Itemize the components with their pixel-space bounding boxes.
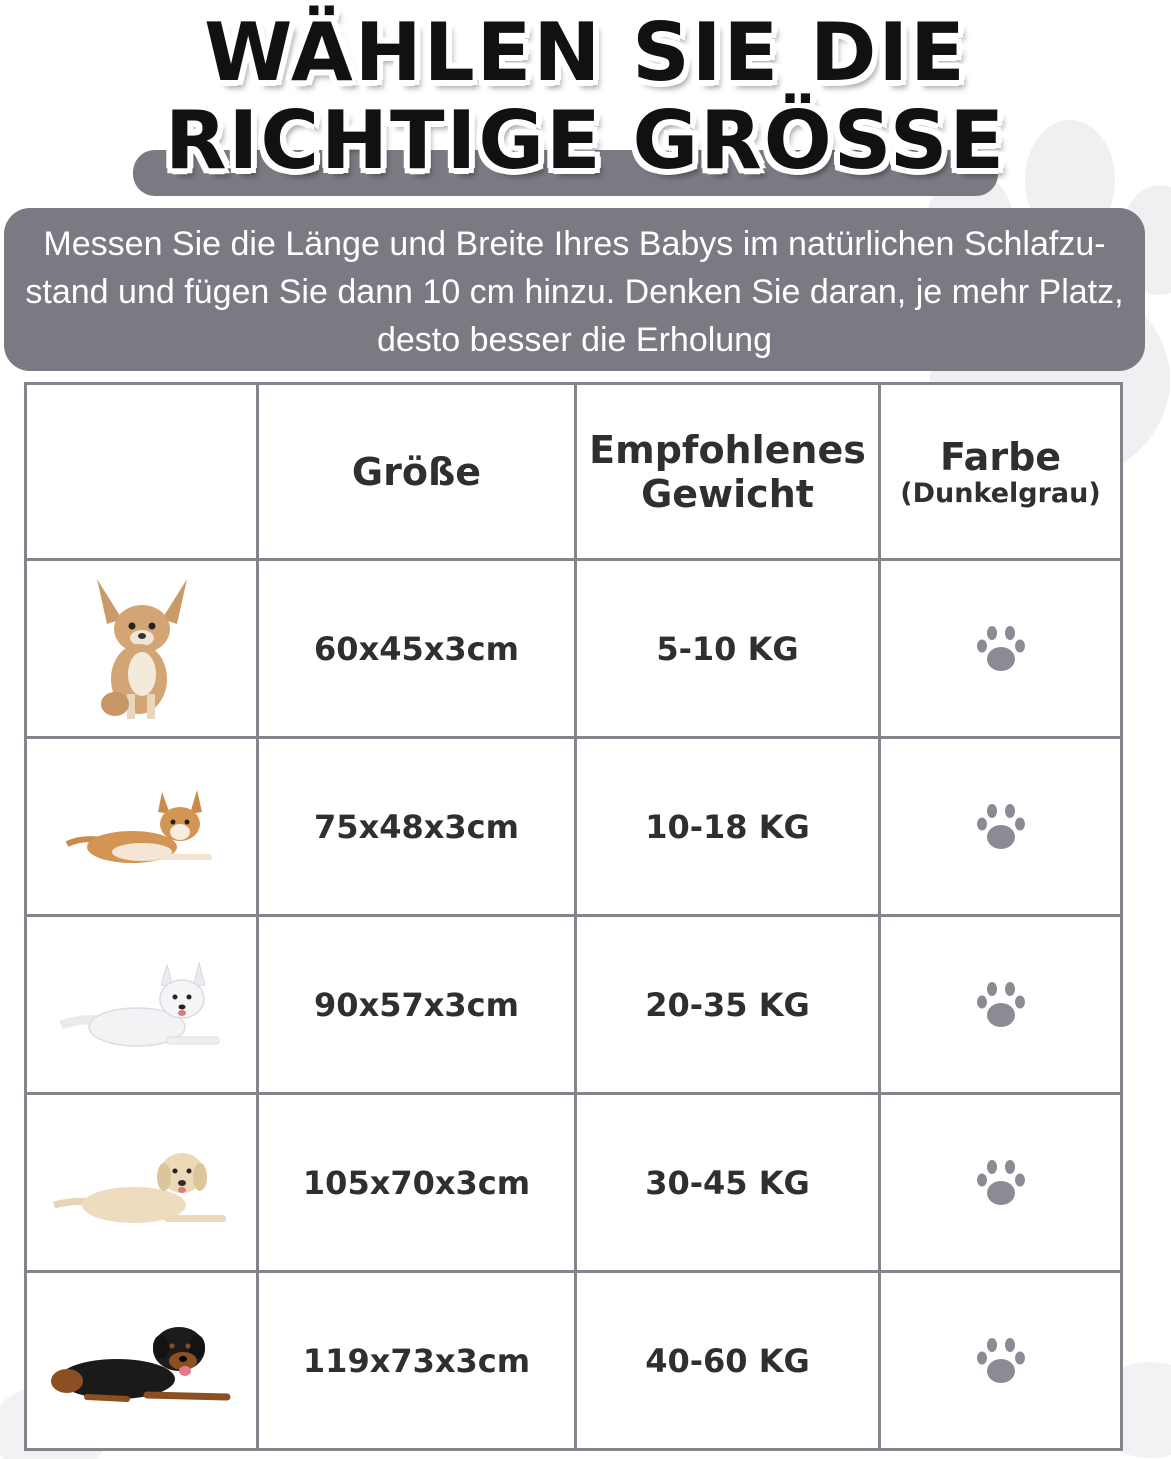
dog-image-cell bbox=[26, 916, 258, 1094]
paw-icon bbox=[976, 625, 1026, 673]
dog-image-cell bbox=[26, 560, 258, 738]
table-row bbox=[26, 560, 1122, 738]
labrador-icon bbox=[52, 1133, 232, 1233]
table-header-row bbox=[26, 384, 1122, 560]
table-row bbox=[26, 738, 1122, 916]
paw-icon bbox=[976, 803, 1026, 851]
header-weight: Empfohlenes Gewicht bbox=[576, 384, 880, 560]
paw-icon bbox=[976, 1159, 1026, 1207]
header-color-sub: (Dunkelgrau) bbox=[900, 477, 1101, 509]
title-block bbox=[0, 0, 1171, 200]
color-cell bbox=[880, 1272, 1122, 1450]
info-banner bbox=[4, 208, 1145, 371]
table-row bbox=[26, 1094, 1122, 1272]
color-cell bbox=[880, 916, 1122, 1094]
dog-image-cell bbox=[26, 738, 258, 916]
size-cell: 119x73x3cm bbox=[258, 1272, 576, 1450]
page-title-line-2: RICHTIGE GRÖSSE bbox=[164, 94, 1007, 187]
size-cell: 75x48x3cm bbox=[258, 738, 576, 916]
weight-cell: 30-45 KG bbox=[576, 1094, 880, 1272]
dog-image-cell bbox=[26, 1094, 258, 1272]
paw-icon bbox=[976, 1337, 1026, 1385]
size-table bbox=[24, 382, 1123, 1451]
info-text: Messen Sie die Länge und Breite Ihres Babys im natürlichen Schlafzu-stand und fügen Sie dann 10 cm hinzu. Denken Sie daran, je mehr Platz, desto besser die Erholung bbox=[25, 225, 1124, 359]
rottweiler-icon bbox=[47, 1311, 237, 1411]
chihuahua-icon bbox=[87, 574, 197, 724]
samoyed-icon bbox=[59, 955, 224, 1055]
header-size: Größe bbox=[258, 384, 576, 560]
size-cell: 105x70x3cm bbox=[258, 1094, 576, 1272]
color-cell bbox=[880, 738, 1122, 916]
page-title-line-1: WÄHLEN SIE DIE bbox=[204, 6, 967, 99]
table-row bbox=[26, 916, 1122, 1094]
color-cell bbox=[880, 1094, 1122, 1272]
header-color bbox=[880, 384, 1122, 560]
corgi-icon bbox=[62, 782, 222, 872]
header-image bbox=[26, 384, 258, 560]
weight-cell: 5-10 KG bbox=[576, 560, 880, 738]
table-row bbox=[26, 1272, 1122, 1450]
paw-icon bbox=[976, 981, 1026, 1029]
dog-image-cell bbox=[26, 1272, 258, 1450]
weight-cell: 10-18 KG bbox=[576, 738, 880, 916]
size-cell: 90x57x3cm bbox=[258, 916, 576, 1094]
weight-cell: 20-35 KG bbox=[576, 916, 880, 1094]
size-cell: 60x45x3cm bbox=[258, 560, 576, 738]
header-color-label: Farbe bbox=[939, 434, 1062, 479]
weight-cell: 40-60 KG bbox=[576, 1272, 880, 1450]
color-cell bbox=[880, 560, 1122, 738]
